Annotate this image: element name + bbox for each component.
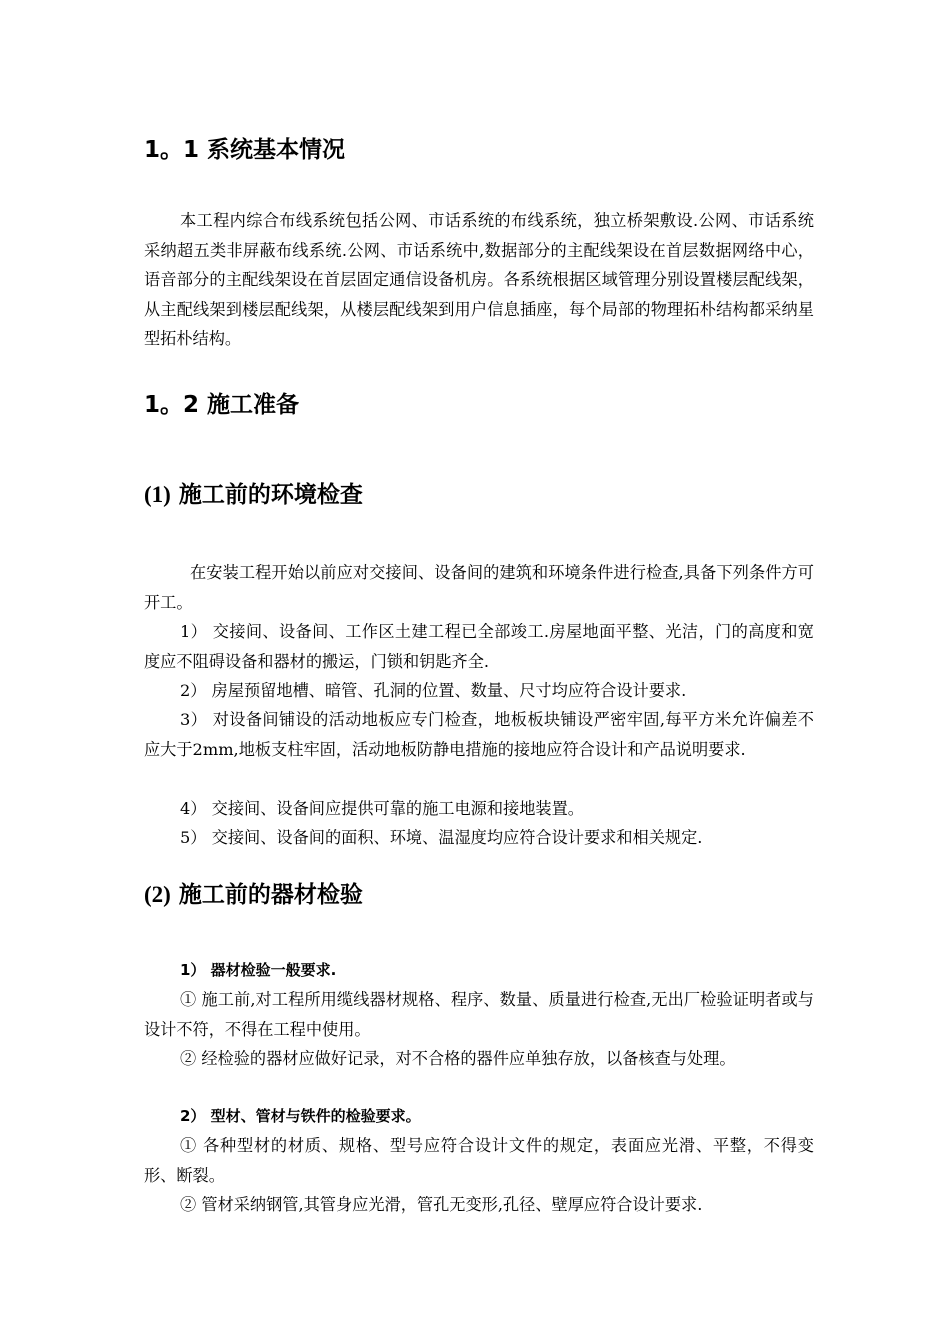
environment-item-1: 1） 交接间、设备间、工作区土建工程已全部竣工.房屋地面平整、光洁，门的高度和宽度应不阻碍设备和器材的搬运，门锁和钥匙齐全.: [144, 622, 814, 671]
subsection-heading-environment: [144, 480, 363, 510]
subsection-title: 施工前的环境检查: [178, 482, 363, 508]
subsection-heading-materials: [144, 880, 363, 910]
environment-item-3: 3） 对设备间铺设的活动地板应专门检查，地板板块铺设严密牢固,每平方米允许偏差不应大于2mm,地板支柱牢固，活动地板防静电措施的接地应符合设计和产品说明要求.: [144, 710, 814, 759]
subsection-title: 施工前的器材检验: [178, 882, 363, 908]
environment-item-2: 2） 房屋预留地槽、暗管、孔洞的位置、数量、尺寸均应符合设计要求.: [180, 681, 687, 700]
environment-item-5: 5） 交接间、设备间的面积、环境、温湿度均应符合设计要求和相关规定.: [180, 828, 703, 847]
section-heading-1-1: 1。1 系统基本情况: [144, 137, 346, 163]
environment-item-4: 4） 交接间、设备间应提供可靠的施工电源和接地装置。: [180, 799, 584, 818]
materials-general-item-a: ① 施工前,对工程所用缆线器材规格、程序、数量、质量进行检查,无出厂检验证明者或与设计不符，不得在工程中使用。: [144, 990, 814, 1039]
materials-profiles-item-a: ① 各种型材的材质、规格、型号应符合设计文件的规定，表面应光滑、平整，不得变形、断裂。: [144, 1136, 814, 1185]
environment-intro-paragraph: 在安装工程开始以前应对交接间、设备间的建筑和环境条件进行检查,具备下列条件方可开工。: [144, 563, 814, 612]
materials-profiles-item-b: ② 管材采纳钢管,其管身应光滑，管孔无变形,孔径、壁厚应符合设计要求.: [180, 1195, 703, 1214]
system-overview-paragraph: 本工程内综合布线系统包括公网、市话系统的布线系统，独立桥架敷设.公网、市话系统采纳超五类非屏蔽布线系统.公网、市话系统中,数据部分的主配线架设在首层数据网络中心，语音部分的主配线架设在首层固定通信设备机房。各系统根据区域管理分别设置楼层配线架，从主配线架到楼层配线架，从楼层配线架到用户信息插座，每个局部的物理拓朴结构都采纳星型拓朴结构。: [144, 211, 814, 348]
materials-subheading-general: 1） 器材检验一般要求.: [180, 961, 337, 979]
materials-general-item-b: ② 经检验的器材应做好记录，对不合格的器件应单独存放，以备核查与处理。: [180, 1049, 736, 1068]
subsection-number: (1): [144, 482, 171, 507]
materials-subheading-profiles: 2） 型材、管材与铁件的检验要求。: [180, 1107, 421, 1125]
subsection-number: (2): [144, 882, 171, 907]
section-heading-1-2: 1。2 施工准备: [144, 392, 300, 418]
